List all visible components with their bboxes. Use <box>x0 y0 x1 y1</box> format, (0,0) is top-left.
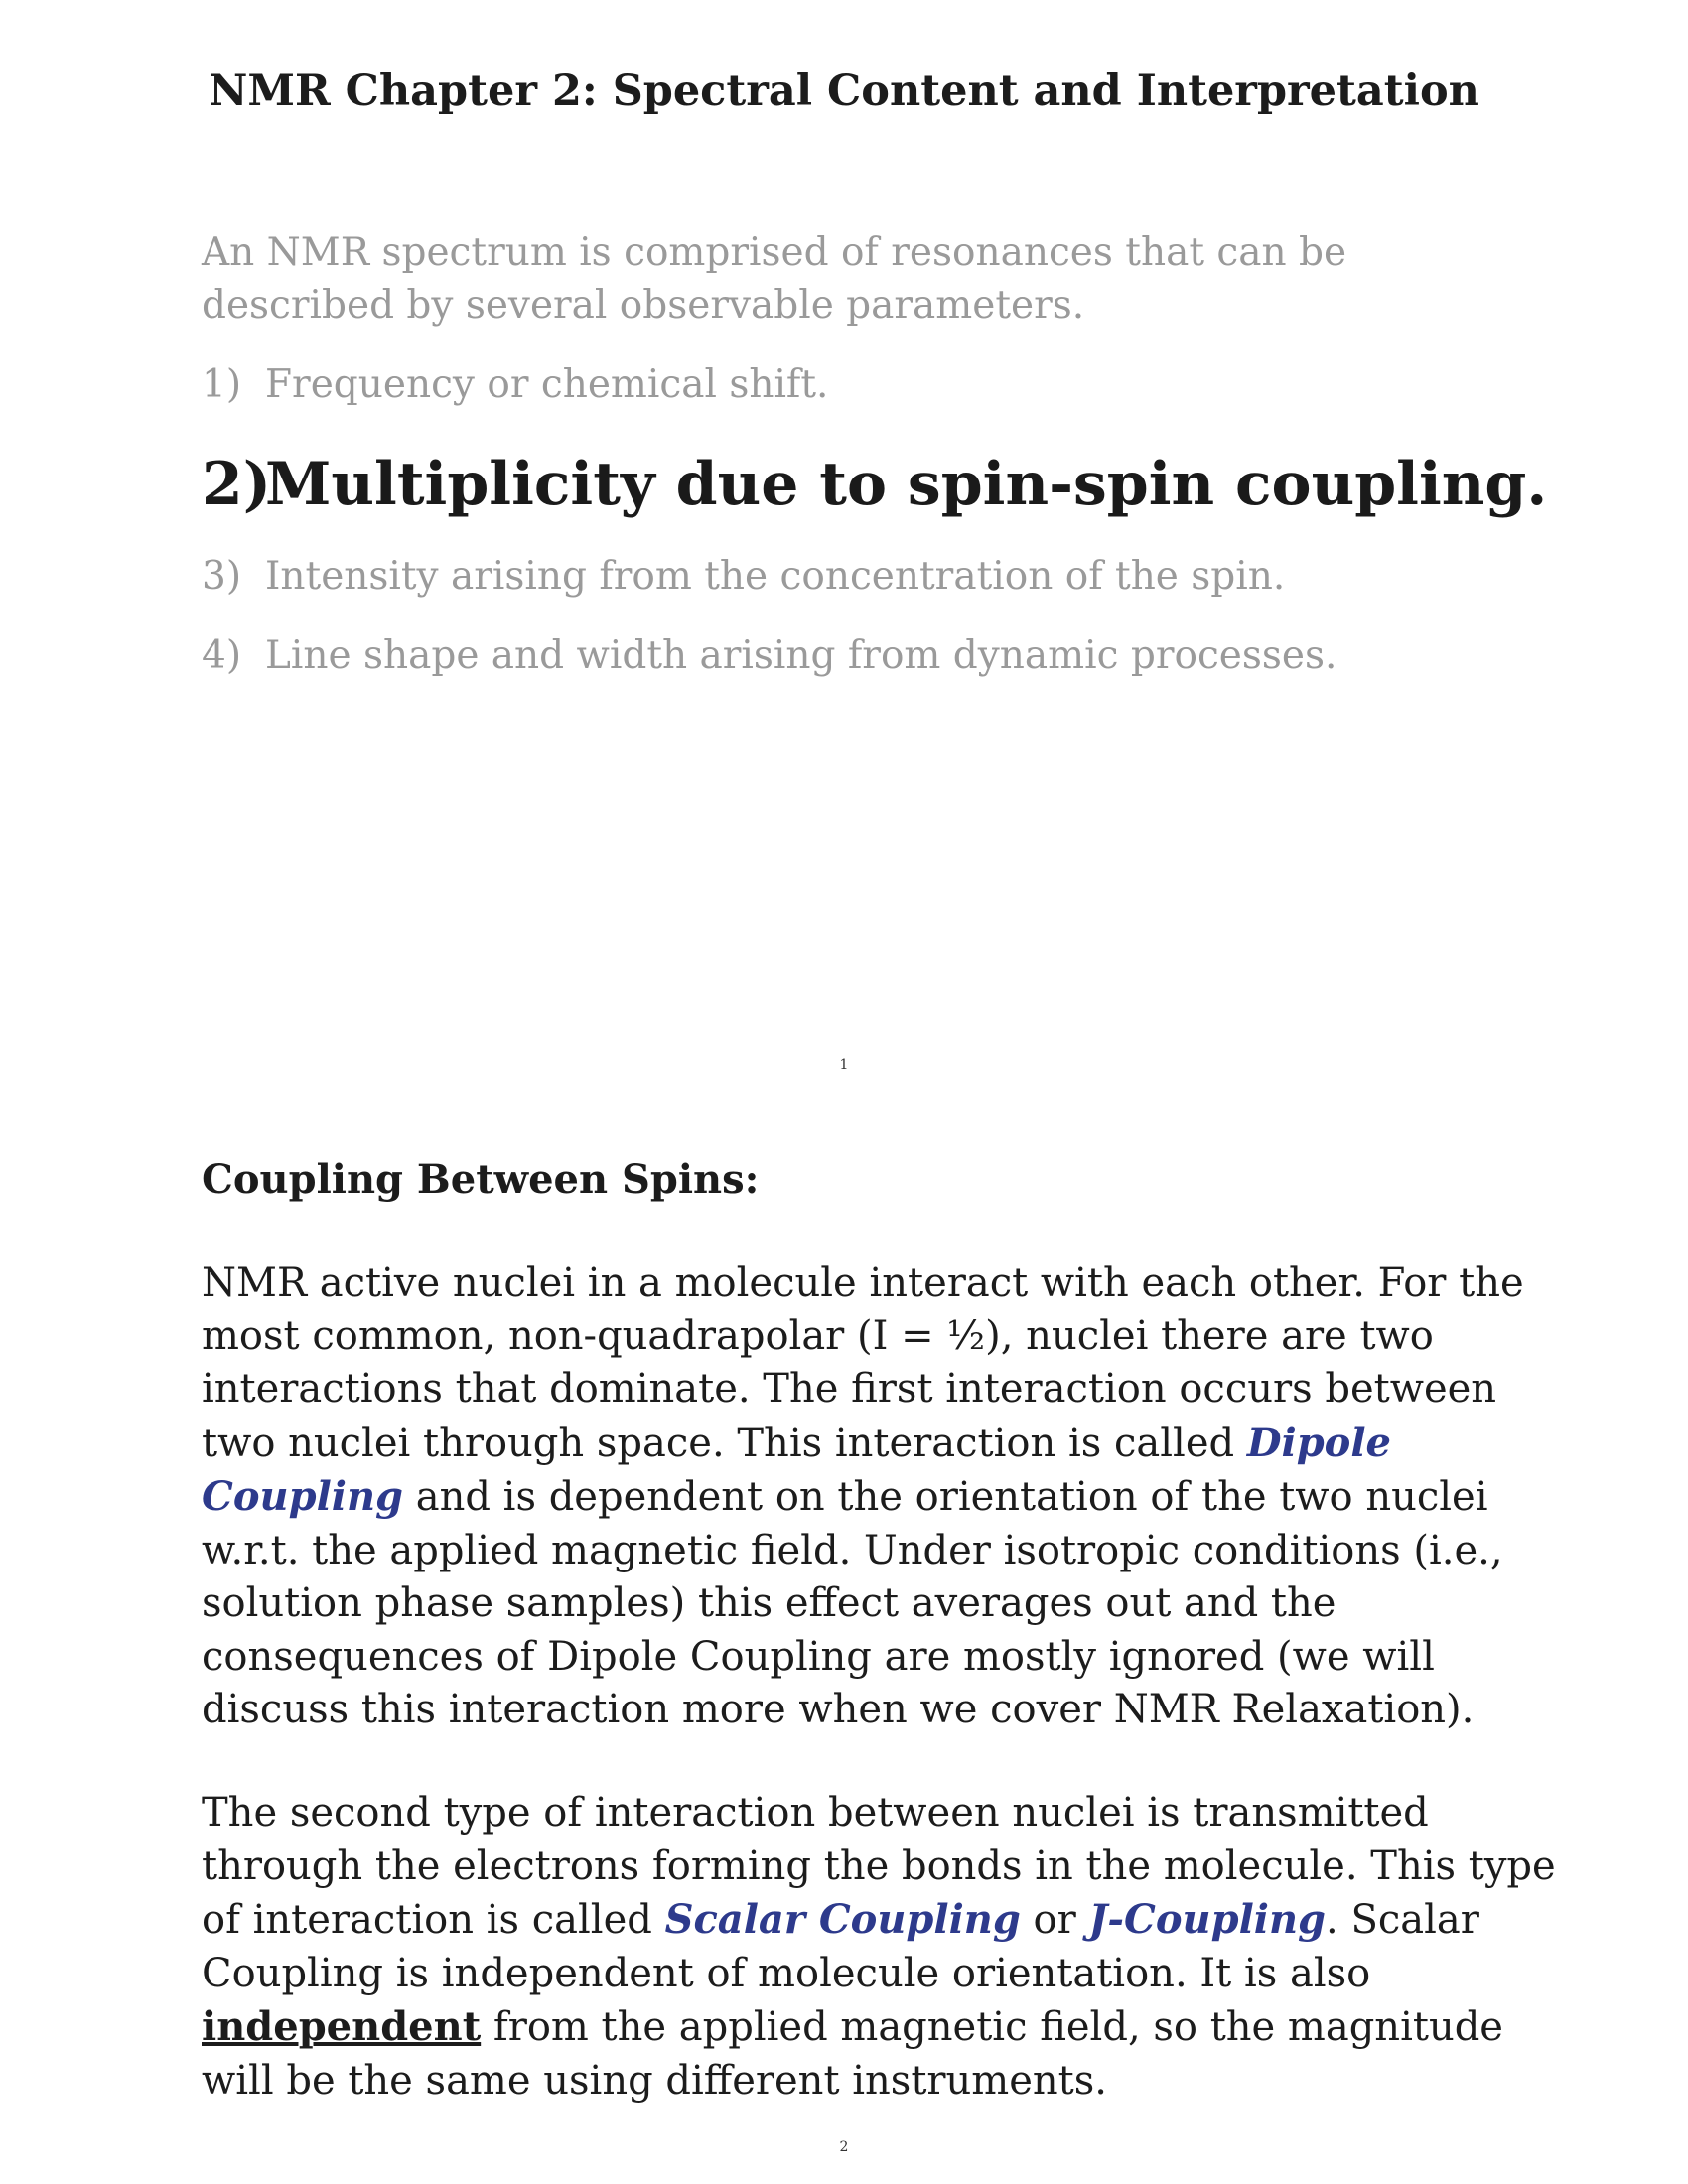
paragraph-line: interactions that dominate. The first interaction occurs between <box>202 1366 1497 1412</box>
text-run: and is dependent on the orientation of the two nuclei <box>403 1474 1488 1520</box>
intro-line: An NMR spectrum is comprised of resonances that can be <box>202 230 1347 275</box>
text-run: of interaction is called <box>202 1897 665 1943</box>
list-item-number: 3) <box>202 554 242 599</box>
paragraph-line: most common, non-quadrapolar (I = ½), nuclei there are two <box>202 1312 1434 1359</box>
paragraph-line: discuss this interaction more when we cover NMR Relaxation). <box>202 1687 1475 1732</box>
page-number: 2 <box>839 2139 849 2155</box>
text-run: or <box>1020 1897 1089 1943</box>
list-item-text: Line shape and width arising from dynamic processes. <box>265 633 1337 678</box>
list-item-multiplicity-highlighted <box>202 445 1547 524</box>
term-scalar-coupling: Scalar Coupling <box>664 1896 1021 1943</box>
list-item-text: Multiplicity due to spin-spin coupling. <box>265 450 1548 519</box>
paragraph-line: through the electrons forming the bonds in the molecule. This type <box>202 1843 1556 1889</box>
intro-line: described by several observable parameters. <box>202 283 1085 328</box>
paragraph-line: w.r.t. the applied magnetic field. Under isotropic conditions (i.e., <box>202 1527 1503 1573</box>
paragraph-line: The second type of interaction between nuclei is transmitted <box>202 1790 1429 1836</box>
paragraph-line <box>202 1893 1532 1948</box>
paragraph-line: solution phase samples) this effect averages out and the <box>202 1580 1336 1626</box>
paragraph-line: Coupling is independent of molecule orientation. It is also <box>202 1950 1371 1996</box>
term-j-coupling: J-Coupling <box>1088 1896 1327 1943</box>
paragraph-line: NMR active nuclei in a molecule interact with each other. For the <box>202 1260 1524 1305</box>
page-title: NMR Chapter 2: Spectral Content and Interpretation <box>209 67 1479 116</box>
paragraph-line: will be the same using different instruments. <box>202 2057 1107 2104</box>
emphasis-independent: independent <box>202 2003 482 2050</box>
list-item-text: Intensity arising from the concentration of the spin. <box>265 554 1286 599</box>
page-number: 1 <box>839 1057 849 1073</box>
paragraph-scalar-coupling <box>202 1787 1556 2108</box>
list-item-number: 4) <box>202 633 242 678</box>
intro-paragraph <box>202 226 1532 332</box>
term-dipole: Dipole <box>1246 1419 1391 1466</box>
paragraph-line <box>202 1470 1532 1525</box>
section-heading: Coupling Between Spins: <box>202 1157 760 1203</box>
paragraph-line <box>202 2000 1532 2055</box>
paragraph-line: consequences of Dipole Coupling are mostly ignored (we will <box>202 1633 1435 1680</box>
paragraph-dipole-coupling <box>202 1257 1532 1737</box>
list-item-number: 2) <box>202 450 272 519</box>
list-item-intensity <box>202 551 1285 603</box>
list-item-line-shape <box>202 630 1336 682</box>
paragraph-line <box>202 1417 1532 1471</box>
term-coupling: Coupling <box>202 1473 404 1520</box>
text-run: from the applied magnetic field, so the magnitude <box>481 2004 1503 2050</box>
list-item-text: Frequency or chemical shift. <box>265 362 829 407</box>
text-run: . Scalar <box>1326 1897 1479 1943</box>
list-item-number: 1) <box>202 362 242 407</box>
list-item-frequency <box>202 359 828 411</box>
text-run: two nuclei through space. This interaction is called <box>202 1420 1247 1466</box>
